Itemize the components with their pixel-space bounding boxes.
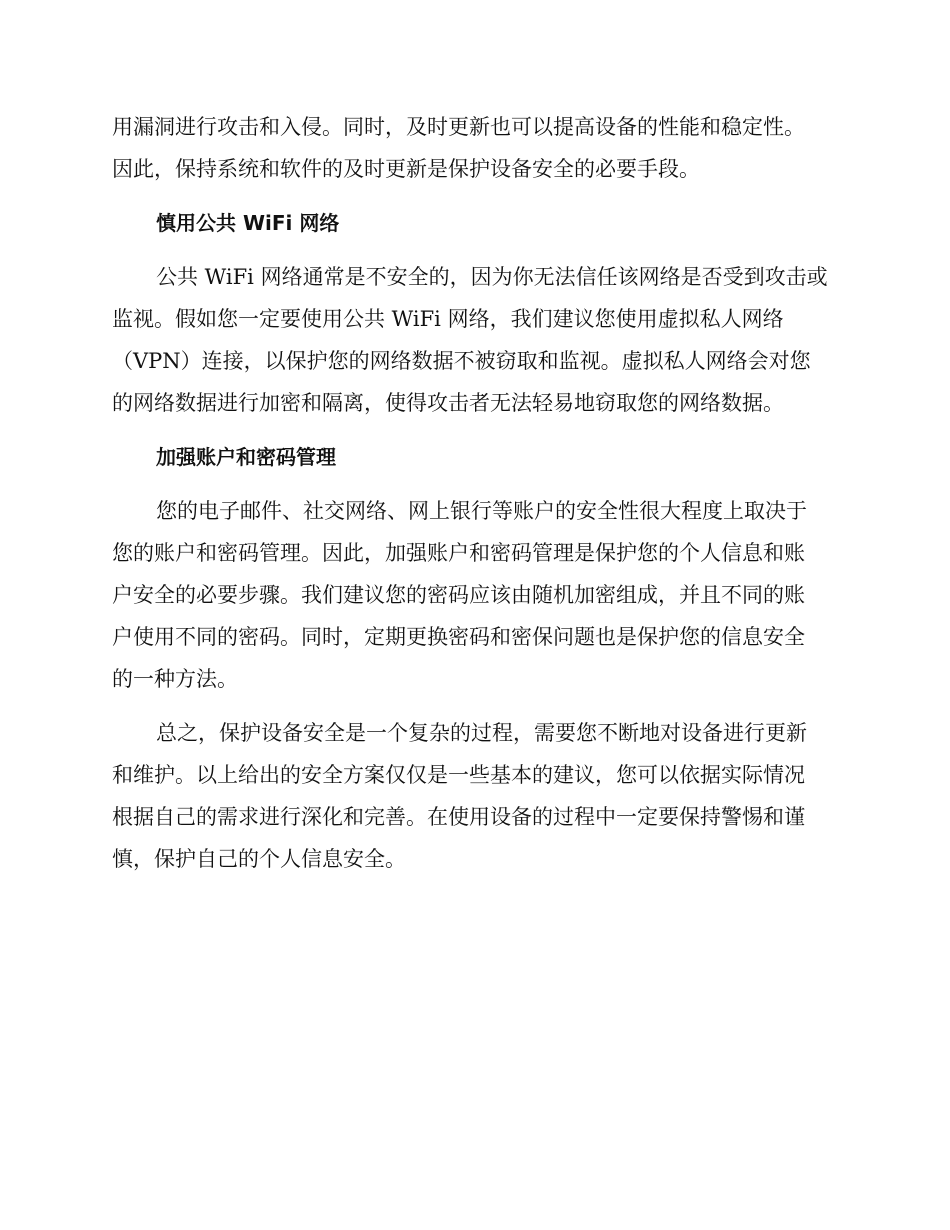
document-body [112,106,842,880]
paragraph-line: 的网络数据进行加密和隔离，使得攻击者无法轻易地窃取您的网络数据。 [112,391,784,415]
paragraph-line: 慎，保护自己的个人信息安全。 [112,847,406,871]
intro-paragraph [112,106,842,190]
public-wifi-paragraph [112,256,842,424]
paragraph-line: 总之，保护设备安全是一个复杂的过程，需要您不断地对设备进行更新 [156,721,807,745]
paragraph-line: 根据自己的需求进行深化和完善。在使用设备的过程中一定要保持警惕和谨 [112,805,805,829]
paragraph-line: 您的账户和密码管理。因此，加强账户和密码管理是保护您的个人信息和账 [112,541,805,565]
account-password-paragraph [112,490,842,700]
paragraph-line: 公共 WiFi 网络通常是不安全的，因为你无法信任该网络是否受到攻击或 [156,265,828,289]
paragraph-line: 因此，保持系统和软件的及时更新是保护设备安全的必要手段。 [112,157,700,181]
paragraph-line: 您的电子邮件、社交网络、网上银行等账户的安全性很大程度上取决于 [156,499,807,523]
section-heading-public-wifi: 慎用公共 WiFi 网络 [156,211,340,235]
paragraph-line: 用漏洞进行攻击和入侵。同时，及时更新也可以提高设备的性能和稳定性。 [112,115,805,139]
paragraph-line: 户安全的必要步骤。我们建议您的密码应该由随机加密组成，并且不同的账 [112,583,805,607]
conclusion-paragraph [112,712,842,880]
paragraph-line: 户使用不同的密码。同时，定期更换密码和密保问题也是保护您的信息安全 [112,625,805,649]
paragraph-line: 监视。假如您一定要使用公共 WiFi 网络，我们建议您使用虚拟私人网络 [112,307,784,331]
section-heading-account-password: 加强账户和密码管理 [156,445,336,469]
paragraph-line: 的一种方法。 [112,667,238,691]
paragraph-line: （VPN）连接，以保护您的网络数据不被窃取和监视。虚拟私人网络会对您 [112,349,811,373]
paragraph-line: 和维护。以上给出的安全方案仅仅是一些基本的建议，您可以依据实际情况 [112,763,805,787]
